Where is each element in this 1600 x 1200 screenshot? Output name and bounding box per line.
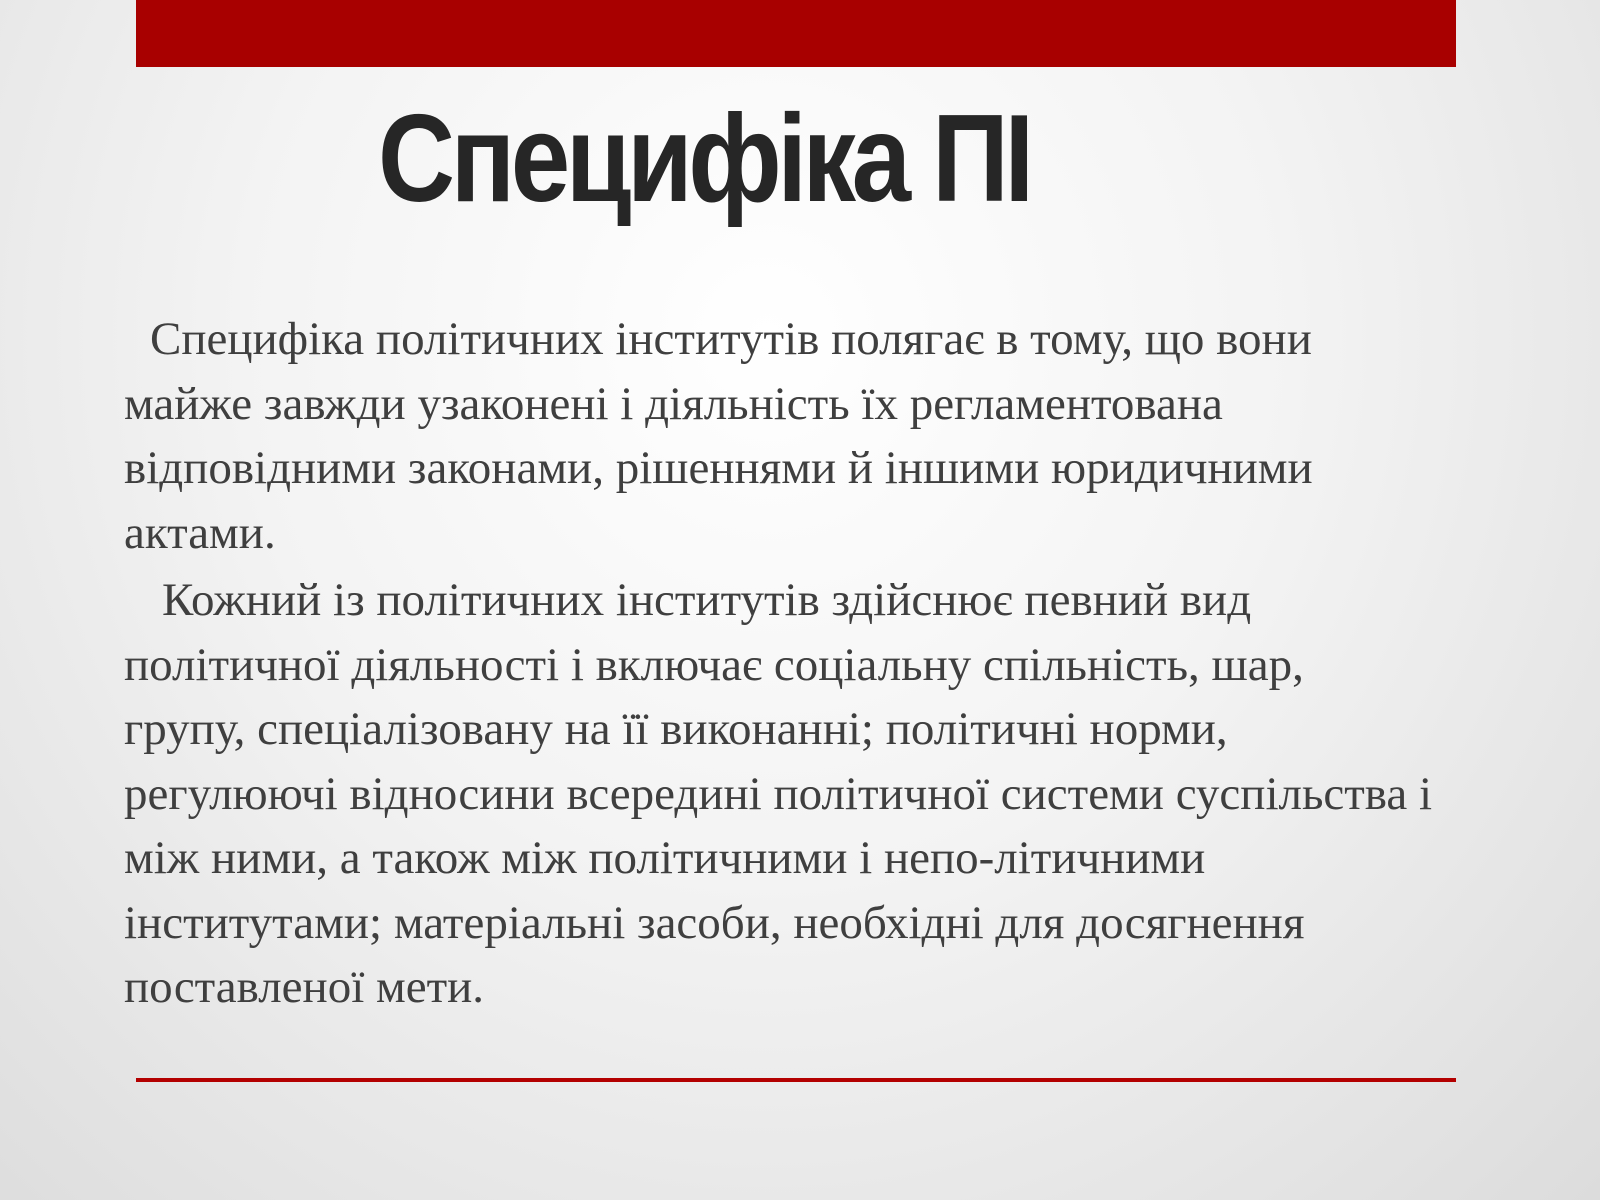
bottom-divider-line	[136, 1078, 1456, 1082]
slide-body	[124, 307, 1436, 1023]
top-accent-bar	[136, 0, 1456, 67]
paragraph-2: Кожний із політичних інститутів здійснює певний вид політичної діяльності і включає соціальну спільність, шар, групу, спеціалізовану на її виконанні; політичні норми, регулюючі відносини всередині політичної системи суспільства і між ними, а також між політичними і непо-літичними інститутами; матеріальні засоби, необхідні для досягнення поставленої мети.	[124, 574, 1433, 1013]
slide-title: Специфіка ПІ	[378, 90, 1030, 228]
paragraph-1: Специфіка політичних інститутів полягає в тому, що вони майже завжди узаконені і діяльність їх регламентована відповідними законами, рішеннями й іншими юридичними актами.	[124, 313, 1313, 559]
